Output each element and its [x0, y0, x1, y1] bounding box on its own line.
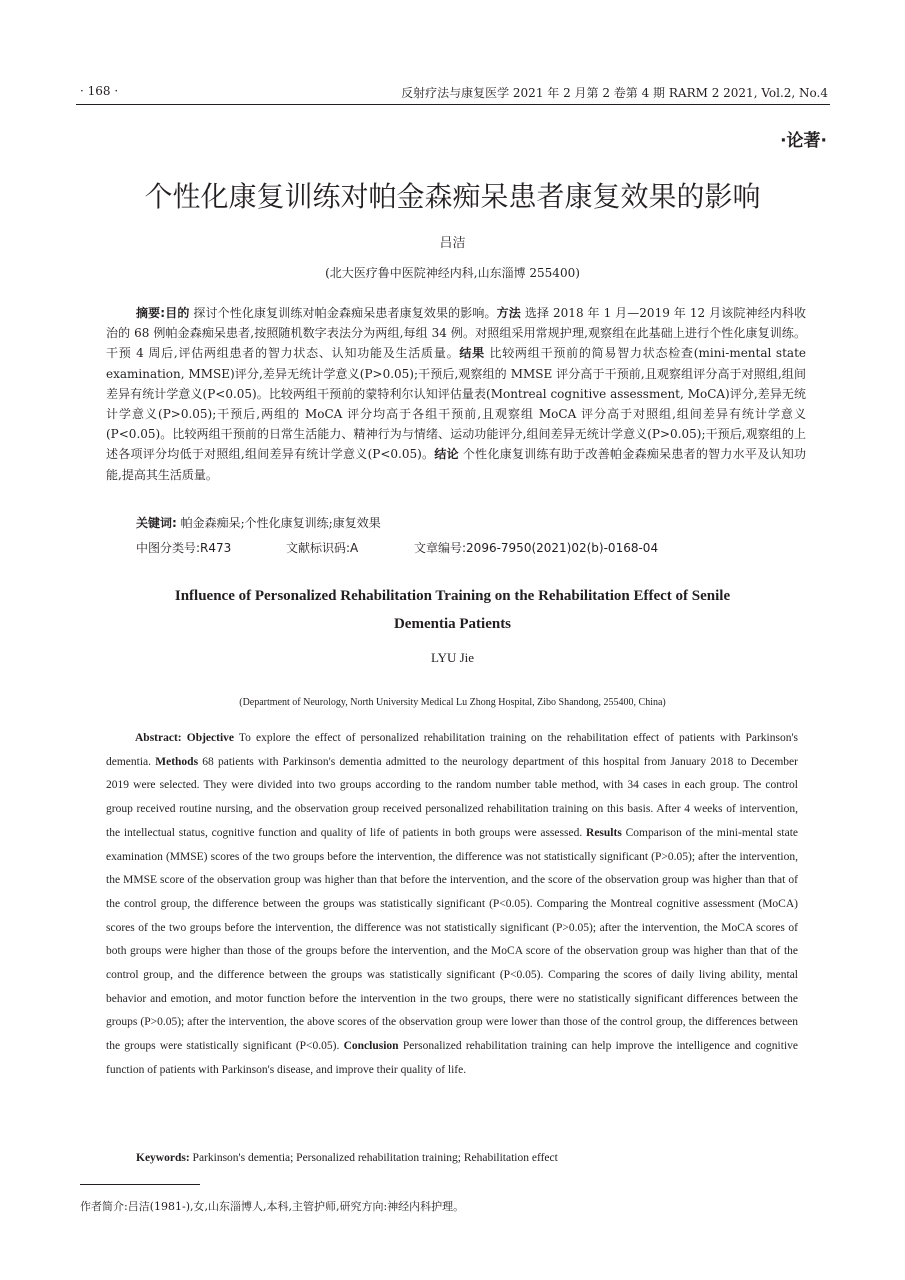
english-title [0, 582, 905, 638]
chinese-title: 个性化康复训练对帕金森痴呆患者康复效果的影响 [144, 180, 761, 213]
english-keywords [136, 1152, 558, 1164]
chinese-keywords-label: 关键词: [136, 516, 177, 530]
english-keywords-text: Parkinson's dementia; Personalized rehabilitation training; Rehabilitation effect [189, 1152, 558, 1164]
english-results-label: Results [586, 826, 622, 839]
chinese-author: 吕洁 [439, 236, 466, 251]
header-rule [76, 104, 830, 105]
english-abstract [106, 727, 798, 1083]
article-metadata [136, 539, 658, 556]
english-objective-text: To explore the effect of personalized rehabilitation training on the rehabilitation effect of patients with Parkinson's dementia. [106, 732, 799, 768]
english-methods-text: 68 patients with Parkinson's dementia admitted to the neurology department of this hospital from January 2018 to December 2019 were selected. They were divided into two groups according to the random number table method, with 34 cases in each group. The control group received routine nursing, and the observation group received personalized rehabilitation training on this basis. After 4 weeks of intervention, the intellectual status, cognitive function and quality of life of patients in both groups were assessed. [106, 755, 798, 839]
english-abstract-label: Abstract: [135, 732, 182, 744]
chinese-objective-text: 探讨个性化康复训练对帕金森痴呆患者康复效果的影响。 [189, 306, 497, 320]
english-conclusion-text: Personalized rehabilitation training can help improve the intelligence and cognitive function of patients with Parkinson's disease, and improve their quality of life. [106, 1040, 798, 1076]
chinese-methods-text: 选择 2018 年 1 月—2019 年 12 月该院神经内科收治的 68 例帕金森痴呆患者,按照随机数字表法分为两组,每组 34 例。对照组采用常规护理,观察组在此基础上进行个性化康复训练。干预 4 周后,评估两组患者的智力状态、认知功能及生活质量。 [106, 306, 806, 361]
english-conclusion-label: Conclusion [343, 1040, 399, 1053]
footnote-rule [80, 1184, 200, 1185]
page-number: · 168 · [80, 84, 119, 98]
chinese-results-text: 比较两组干预前的简易智力状态检查(mini-mental state examination, MMSE)评分,差异无统计学意义(P>0.05);干预后,观察组的 MMSE 评分高于干预前,且观察组评分高于对照组,组间差异有统计学意义(P<0.05)。比较两组干预前的蒙特利尔认知评估量表(Montreal cognitive assessment, MoCA)评分,差异无统计学意义(P>0.05);干预后,两组的 MoCA 评分均高于各组干预前,且观察组 MoCA 评分高于对照组,组间差异有统计学意义(P<0.05)。比较两组干预前的日常生活能力、精神行为与情绪、运动功能评分,组间差异无统计学意义(P>0.05);干预后,观察组的上述各项评分均低于对照组,组间差异有统计学意义(P<0.05)。 [106, 346, 806, 462]
chinese-results-label: 结果 [459, 346, 485, 361]
clc-number: 中图分类号:R473 [136, 541, 232, 555]
english-title-line-2: Dementia Patients [393, 616, 512, 632]
author-footnote: 作者简介:吕洁(1981-),女,山东淄博人,本科,主管护师,研究方向:神经内科护理。 [80, 1200, 465, 1213]
column-tag: ·论著· [780, 131, 827, 151]
chinese-objective-label: 目的 [165, 306, 190, 320]
english-keywords-label: Keywords: [136, 1152, 190, 1164]
chinese-conclusion-label: 结论 [434, 447, 459, 462]
chinese-abstract [106, 303, 806, 485]
document-code: 文献标识码:A [286, 541, 359, 555]
chinese-methods-label: 方法 [496, 306, 521, 320]
chinese-affiliation: (北大医疗鲁中医院神经内科,山东淄博 255400) [325, 266, 580, 280]
chinese-keywords [136, 514, 381, 531]
chinese-conclusion-text: 个性化康复训练有助于改善帕金森痴呆患者的智力水平及认知功能,提高其生活质量。 [106, 447, 806, 482]
english-results-text: Comparison of the mini-mental state examination (MMSE) scores of the two groups before the intervention, the difference was not statistically significant (P>0.05); after the intervention, the MMSE score of the observation group was higher than that before the intervention, and the score of the observation group was higher than that of the control group, the difference between the groups was statistically significant (P<0.05). Comparing the Montreal cognitive assessment (MoCA) scores of the two groups before the intervention, the difference was not statistically significant (P>0.05); after the intervention, the MoCA scores of both groups were higher than those of the groups before the intervention, and the MoCA score of the observation group was higher than that of the control group, and the difference between the groups was statistically significant (P<0.05). Comparing the scores of daily living ability, mental behavior and emotion, and motor function before the intervention in the two groups, there were no statistically significant differences between the groups (P>0.05); after the intervention, the above scores of the observation group were lower than those of the control group, the differences between the groups were statistically significant (P<0.05). [106, 826, 798, 1053]
english-objective-label: Objective [186, 732, 235, 744]
chinese-keywords-text: 帕金森痴呆;个性化康复训练;康复效果 [180, 516, 381, 530]
article-number: 文章编号:2096-7950(2021)02(b)-0168-04 [414, 541, 659, 555]
chinese-abstract-label: 摘要: [136, 306, 166, 320]
english-methods-label: Methods [155, 755, 199, 768]
english-title-line-1: Influence of Personalized Rehabilitation Training on the Rehabilitation Effect of Senile [174, 588, 731, 604]
english-affiliation: (Department of Neurology, North University Medical Lu Zhong Hospital, Zibo Shandong, 255400, China) [239, 697, 666, 708]
journal-header: 反射疗法与康复医学 2021 年 2 月第 2 卷第 4 期 RARM 2 2021, Vol.2, No.4 [401, 86, 828, 100]
english-author: LYU Jie [430, 650, 475, 665]
